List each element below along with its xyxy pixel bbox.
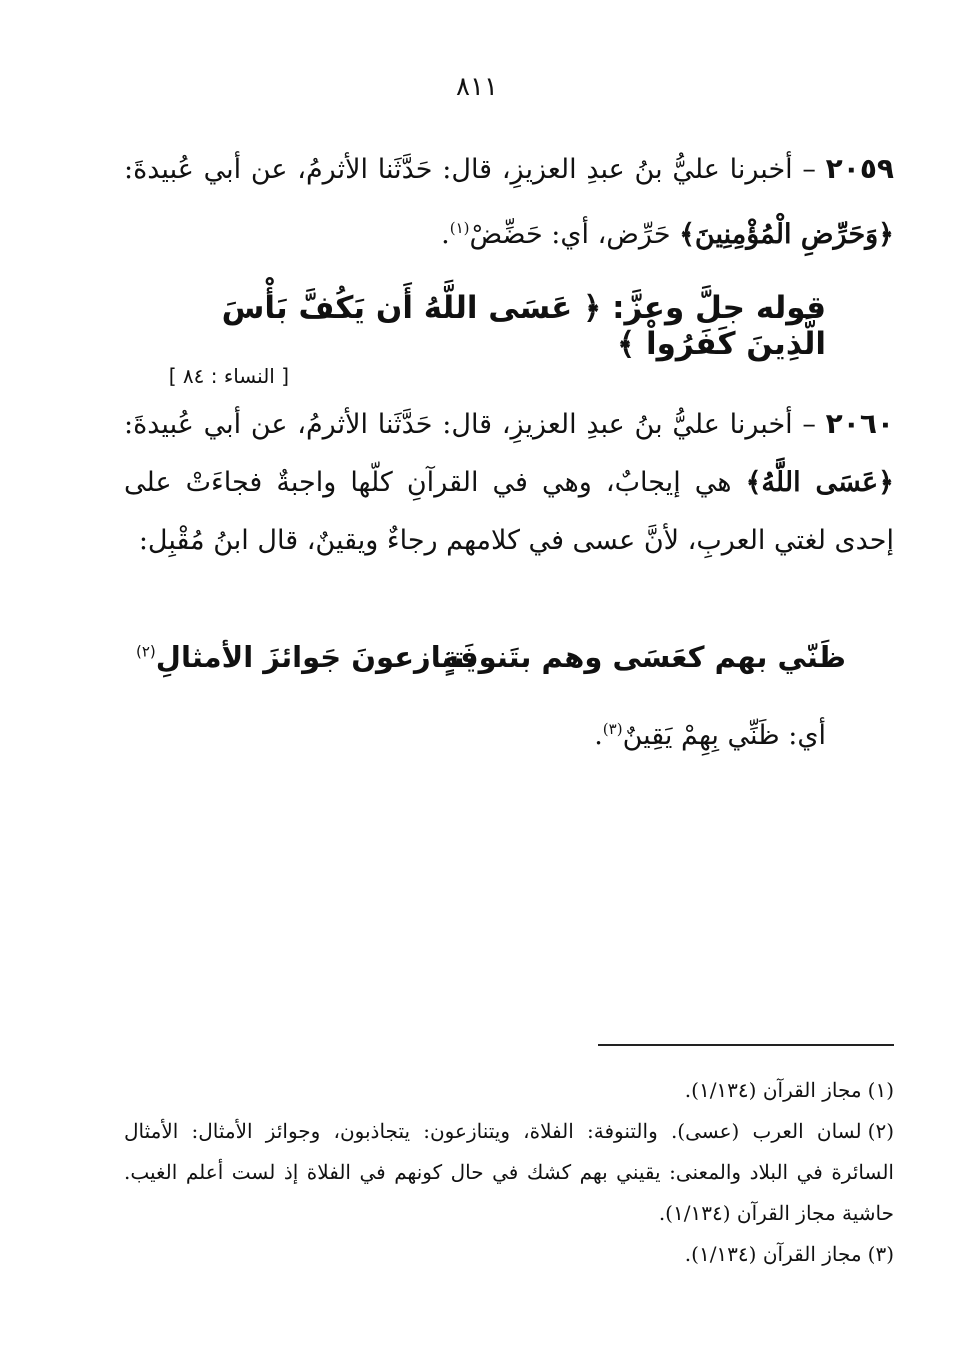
footnote-3 — [124, 1234, 894, 1275]
quran-quote: ﴿وَحَرِّضِ الْمُؤْمِنِينَ﴾ — [679, 219, 894, 250]
page-number-text: ٨١١ — [456, 72, 498, 102]
footnote-ref: (٣) — [602, 720, 623, 738]
entry-number: ٢٠٥٩ — [825, 152, 894, 185]
footnote-2 — [124, 1111, 894, 1234]
verse-reference: [ النساء : ٨٤ ] — [168, 364, 289, 388]
poem-hemistich-2 — [136, 640, 476, 674]
footnote-1 — [124, 1070, 894, 1111]
entry-number: ٢٠٦٠ — [825, 407, 894, 440]
footnote-text: مجاز القرآن (١/١٣٤). — [684, 1078, 862, 1102]
footnote-number: (١) — [867, 1078, 894, 1102]
entry-2059 — [124, 140, 894, 264]
entry-2060 — [124, 395, 894, 570]
footnote-ref: (٢) — [136, 642, 156, 661]
entry-text: هي إيجابٌ، وهي في القرآنِ كلّها واجبةٌ فجاءَتْ على إحدى لغتي العربِ، لأنَّ عسى في كلامهم رجاءٌ ويقينٌ، قال ابنُ مُقْبِل: — [124, 467, 894, 556]
poem-hemistich-1: ظَنّي بهم كعَسَى وهم بتَنوفَةٍ — [442, 640, 846, 674]
entry-end: . — [441, 219, 450, 250]
explanation-end: . — [594, 720, 603, 751]
footnote-number: (٢) — [867, 1119, 894, 1143]
footnotes — [124, 1070, 894, 1275]
entry-text: – أخبرنا عليُّ بنُ عبدِ العزيزِ، قال: حَدَّثَنا الأثرمُ، عن أبي عُبيدةَ: — [124, 154, 826, 185]
quran-quote: ﴿عَسَى اللَّهُ﴾ — [745, 467, 894, 498]
verse-heading: قوله جلَّ وعزَّ: ﴿ عَسَى اللَّهُ أَن يَكُفَّ بَأْسَ الَّذِينَ كَفَرُواْ ﴾ — [221, 290, 826, 362]
page-number — [0, 72, 954, 102]
footnote-ref: (١) — [449, 219, 470, 237]
poem-verse — [136, 640, 846, 696]
entry-text: حَرِّض، أي: حَضِّضْ — [469, 219, 680, 250]
footnote-number: (٣) — [867, 1242, 894, 1266]
entry-text: – أخبرنا عليُّ بنُ عبدِ العزيزِ، قال: حَدَّثَنا الأثرمُ، عن أبي عُبيدةَ: — [124, 409, 826, 440]
explanation-text: أي: ظَنِّي بِهِمْ يَقِينٌ — [622, 720, 826, 751]
footnote-text: مجاز القرآن (١/١٣٤). — [684, 1242, 862, 1266]
hemistich-text: يتنازعونَ جَوائزَ الأمثالِ — [155, 640, 477, 674]
poem-explanation — [594, 700, 826, 765]
footnote-divider — [598, 1044, 894, 1046]
footnote-text: لسان العرب (عسى). والتنوفة: الفلاة، ويتنازعون: يتجاذبون، وجوائز الأمثال: الأمثال السائرة في البلاد والمعنى: يقيني بهم كشك في حال كونهم في الفلاة إذ لست أعلم الغيب. حاشية مجاز القرآن (١/١٣٤). — [124, 1119, 894, 1225]
